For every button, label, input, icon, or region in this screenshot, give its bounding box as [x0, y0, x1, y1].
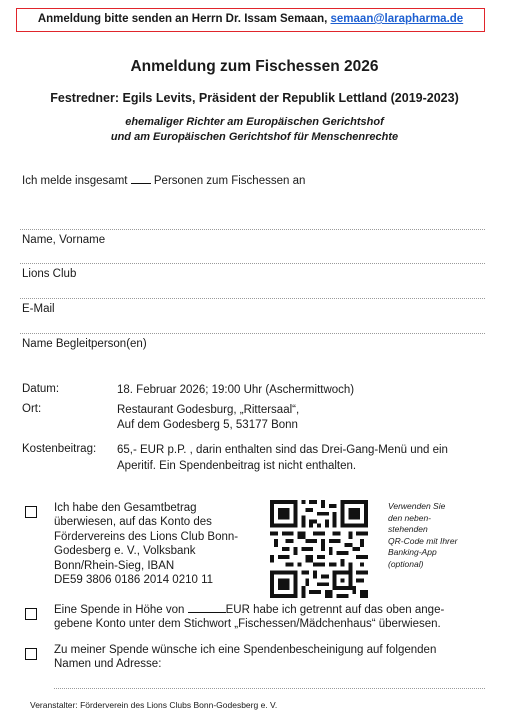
name-field-label: Name, Vorname [22, 234, 106, 246]
fee-key: Kostenbeitrag: [22, 443, 97, 455]
speaker-subtitle: Festredner: Egils Levits, Präsident der Republik Lettland (2019-2023) [50, 91, 459, 105]
receipt-line-1: Zu meiner Spende wünsche ich eine Spendenbescheinigung auf folgenden [54, 644, 437, 656]
date-key: Datum: [22, 383, 60, 395]
iban-line: DE59 3806 0186 2014 0210 11 [54, 574, 214, 587]
donation-before: Eine Spende in Höhe von [54, 604, 188, 616]
intro-before: Ich melde insgesamt [22, 175, 128, 187]
transfer-line: Bonn/Rhein-Sieg, IBAN [54, 559, 175, 572]
transfer-checkbox[interactable] [25, 506, 37, 518]
speaker-role-line-2: und am Europäischen Gerichtshof für Menschenrechte [110, 131, 399, 143]
location-value-line-1: Restaurant Godesburg, „Rittersaal“, [117, 404, 300, 416]
transfer-line: Godesberg e. V., Volksbank [54, 545, 196, 558]
fee-value-line-2: Aperitif. Ein Spendenbeitrag ist nicht enthalten. [117, 460, 357, 472]
email-field-label: E-Mail [22, 303, 55, 315]
date-value: 18. Februar 2026; 19:00 Uhr (Aschermittwoch) [117, 384, 355, 396]
location-key: Ort: [22, 403, 42, 415]
page-title: Anmeldung zum Fischessen 2026 [130, 58, 379, 75]
donation-option-text [54, 603, 444, 632]
qr-note-line: Verwenden Sie [388, 501, 446, 511]
qr-note-line: (optional) [388, 558, 424, 569]
attendee-count-line [22, 175, 305, 187]
banner-text: Anmeldung bitte senden an Herrn Dr. Issam Semaan, [37, 13, 331, 25]
intro-after: Personen zum Fischessen an [153, 175, 306, 187]
qr-note-line: Banking-App [388, 547, 437, 557]
email-field-line[interactable] [20, 298, 485, 299]
recipient-banner [16, 8, 485, 32]
donation-after: EUR habe ich getrennt auf das oben ange- [225, 604, 445, 616]
transfer-line: überwiesen, auf das Konto des [54, 516, 212, 529]
name-field-line[interactable] [20, 229, 485, 230]
fee-value-line-1: 65,- EUR p.P. , darin enthalten sind das Drei-Gang-Menü und ein [117, 444, 448, 456]
email-link[interactable]: semaan@larapharma.de [330, 13, 464, 25]
qr-code-icon [266, 500, 372, 598]
qr-note-line: QR-Code mit Ihrer [388, 535, 458, 546]
location-value-line-2: Auf dem Godesberg 5, 53177 Bonn [117, 419, 298, 431]
organizer-footer: Veranstalter: Förderverein des Lions Clubs Bonn-Godesberg e. V. [30, 700, 278, 710]
donation-line-2: gebene Konto unter dem Stichwort „Fischessen/Mädchenhaus“ überwiesen. [54, 618, 441, 631]
speaker-role-line-1: ehemaliger Richter am Europäischen Gerichtshof [125, 116, 384, 128]
qr-note-line: den neben- [388, 512, 432, 523]
qr-note [388, 501, 457, 570]
receipt-line-2: Namen und Adresse: [54, 658, 162, 671]
receipt-option-text [54, 643, 436, 672]
donation-amount-field[interactable] [188, 612, 226, 613]
receipt-checkbox[interactable] [25, 648, 37, 660]
companion-field-label: Name Begleitperson(en) [22, 338, 147, 350]
companion-field-line[interactable] [20, 333, 485, 334]
donation-checkbox[interactable] [25, 608, 37, 620]
club-field-label: Lions Club [22, 268, 77, 280]
qr-note-line: stehenden [388, 524, 428, 534]
transfer-option-text [54, 501, 238, 587]
receipt-address-line[interactable] [54, 688, 485, 689]
club-field-line[interactable] [20, 263, 485, 264]
attendee-count-field[interactable] [131, 183, 151, 184]
transfer-line: Fördervereins des Lions Club Bonn- [54, 530, 239, 543]
transfer-line: Ich habe den Gesamtbetrag [54, 502, 197, 514]
